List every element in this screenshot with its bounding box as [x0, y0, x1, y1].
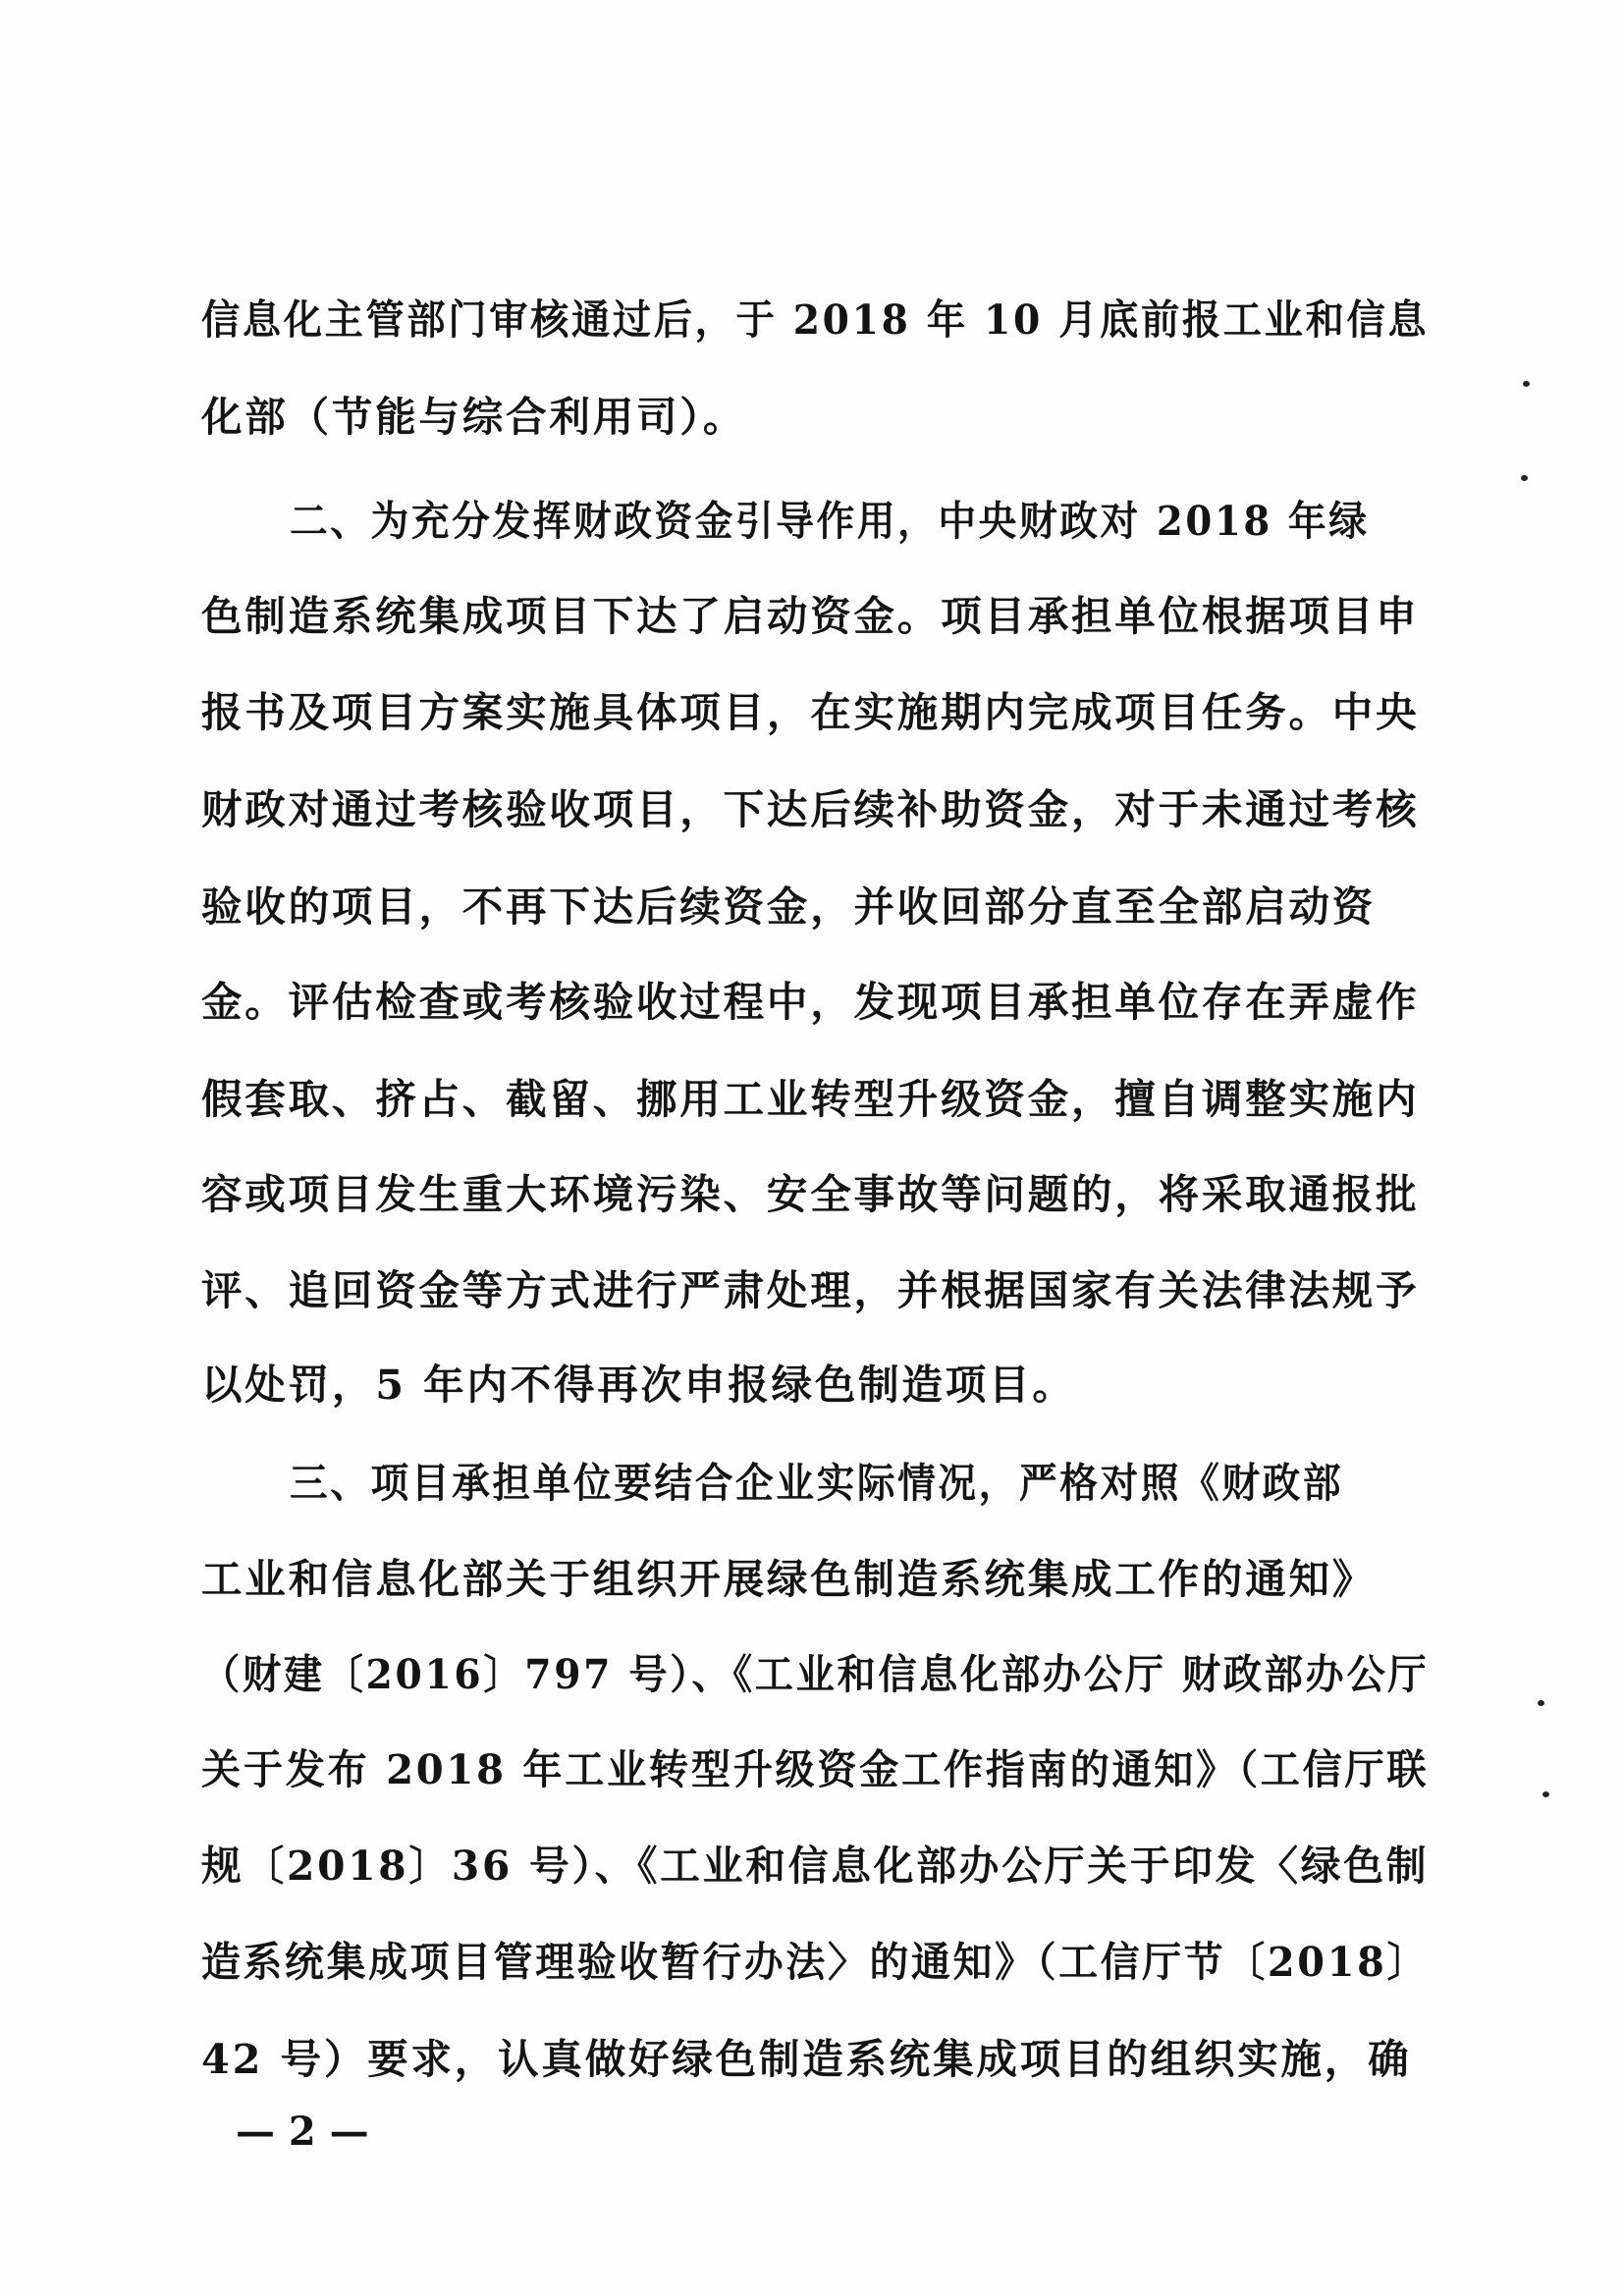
scan-speck [1542, 1791, 1549, 1797]
text-line: 信息化主管部门审核通过后，于 2018 年 10 月底前报工业和信息 [201, 295, 1430, 344]
scan-speck [1521, 475, 1528, 481]
text-line: 以处罚，5 年内不得再次申报绿色制造项目。 [201, 1361, 1076, 1409]
text-line: 三、项目承担单位要结合企业实际情况，严格对照《财政部 [290, 1459, 1344, 1507]
text-line: 假套取、挤占、截留、挪用工业转型升级资金，擅自调整实施内 [201, 1075, 1420, 1123]
text-line: 容或项目发生重大环境污染、安全事故等问题的，将采取通报批 [201, 1170, 1420, 1218]
text-line: 财政对通过考核验收项目，下达后续补助资金，对于未通过考核 [201, 785, 1420, 833]
scan-speck [1538, 1700, 1544, 1706]
page-number: — 2 — [236, 2109, 369, 2155]
text-line: 金。评估检查或考核验收过程中，发现项目承担单位存在弄虚作 [201, 978, 1420, 1026]
text-line: 色制造系统集成项目下达了启动资金。项目承担单位根据项目申 [201, 592, 1420, 640]
text-line: 造系统集成项目管理验收暂行办法〉的通知》（工信厅节〔2018〕 [201, 1938, 1430, 1986]
text-line: 评、追回资金等方式进行严肃处理，并根据国家有关法律法规予 [201, 1266, 1420, 1314]
text-line: 42 号）要求，认真做好绿色制造系统集成项目的组织实施，确 [201, 2035, 1412, 2083]
text-line: 二、为充分发挥财政资金引导作用，中央财政对 2018 年绿 [290, 497, 1370, 545]
text-line: 验收的项目，不再下达后续资金，并收回部分直至全部启动资 [201, 882, 1377, 931]
text-line: 化部（节能与综合利用司）。 [201, 393, 747, 441]
text-line: 关于发布 2018 年工业转型升级资金工作指南的通知》（工信厅联 [201, 1745, 1430, 1793]
text-line: 工业和信息化部关于组织开展绿色制造系统集成工作的通知》 [201, 1555, 1377, 1603]
scan-speck [1523, 381, 1530, 387]
text-line: 规〔2018〕36 号）、《工业和信息化部办公厅关于印发〈绿色制 [201, 1842, 1430, 1890]
text-line: （财建〔2016〕797 号）、《工业和信息化部办公厅 财政部办公厅 [201, 1650, 1430, 1698]
text-line: 报书及项目方案实施具体项目，在实施期内完成项目任务。中央 [201, 688, 1420, 736]
